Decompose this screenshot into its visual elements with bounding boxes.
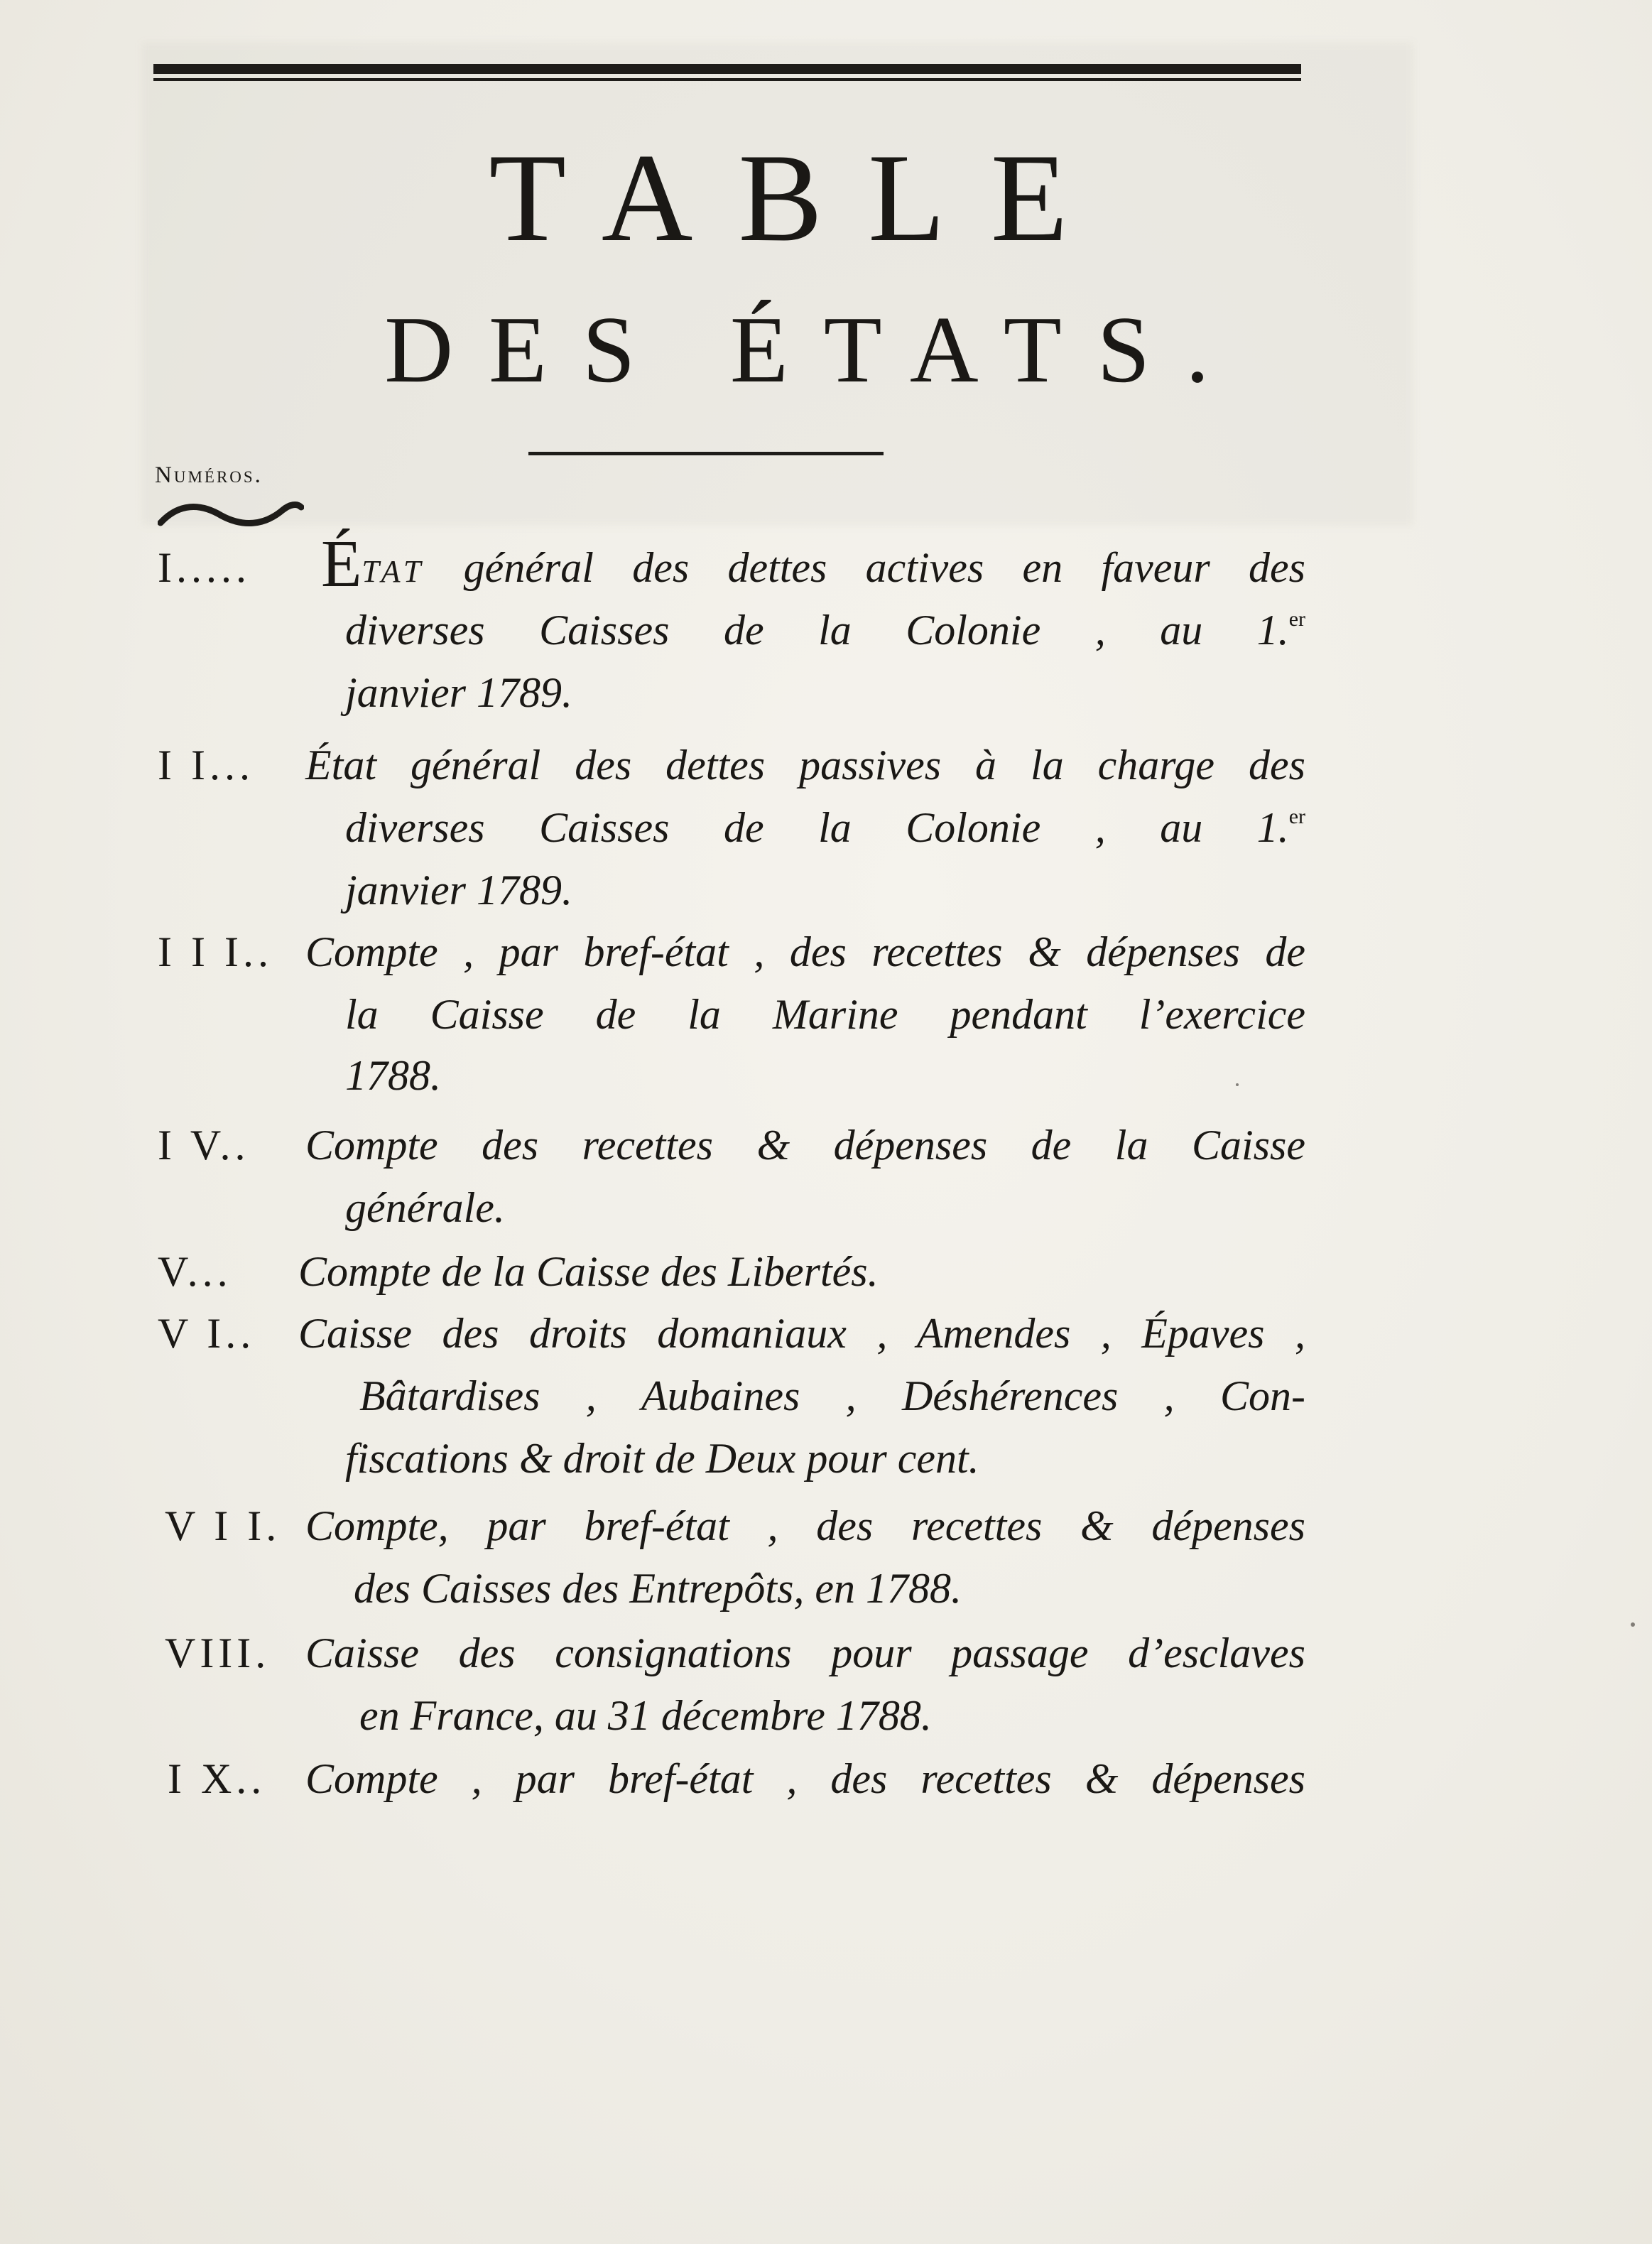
drop-capital: É bbox=[321, 527, 362, 601]
paper-speck bbox=[1631, 1622, 1635, 1627]
entry-line: 1788. bbox=[345, 1052, 441, 1099]
entry-line bbox=[345, 803, 1305, 852]
entry-number: I I... bbox=[158, 742, 254, 788]
entry-line: État général des dettes passives à la charge des bbox=[305, 742, 1305, 788]
entry-line: la Caisse de la Marine pendant l’exercice bbox=[345, 991, 1305, 1038]
title-line-1: TABLE bbox=[489, 127, 1114, 268]
small-caps-word: TAT bbox=[362, 554, 425, 589]
entry-line: Compte de la Caisse des Libertés. bbox=[298, 1248, 879, 1295]
entry-text: général des dettes actives en faveur des bbox=[425, 544, 1305, 591]
entry-number: V... bbox=[158, 1248, 232, 1295]
entry-number: I I I.. bbox=[158, 928, 273, 975]
entry-line: Caisse des droits domaniaux , Amendes , Épaves , bbox=[298, 1310, 1305, 1357]
paper-speck bbox=[1236, 1083, 1239, 1086]
column-label-numeros: Numéros. bbox=[155, 462, 263, 488]
entry-number: I X.. bbox=[168, 1755, 266, 1802]
entry-number: I V.. bbox=[158, 1122, 250, 1169]
title-line-2: DES ÉTATS. bbox=[384, 297, 1245, 402]
entry-line: Compte , par bref-état , des recettes & dépenses bbox=[305, 1755, 1305, 1802]
entry-line: générale. bbox=[345, 1184, 505, 1231]
superscript: er bbox=[1288, 805, 1305, 828]
superscript: er bbox=[1288, 607, 1305, 631]
entry-number: VIII. bbox=[165, 1630, 271, 1676]
entry-line: en France, au 31 décembre 1788. bbox=[359, 1692, 932, 1739]
entry-line: Caisse des consignations pour passage d’esclaves bbox=[305, 1630, 1305, 1676]
entry-number: V I I. bbox=[165, 1502, 281, 1549]
entry-line: fiscations & droit de Deux pour cent. bbox=[345, 1435, 979, 1482]
entry-line: janvier 1789. bbox=[345, 867, 572, 914]
entry-line: Bâtardises , Aubaines , Déshérences , Con- bbox=[359, 1372, 1305, 1419]
entry-line: Compte , par bref-état , des recettes & dépenses de bbox=[305, 928, 1305, 975]
entry-text: diverses Caisses de la Colonie , au 1. bbox=[345, 804, 1289, 851]
entry-line bbox=[321, 527, 1305, 601]
entry-line: Compte, par bref-état , des recettes & dépenses bbox=[305, 1502, 1305, 1549]
entry-number: V I.. bbox=[158, 1310, 256, 1357]
entry-line: des Caisses des Entrepôts, en 1788. bbox=[354, 1565, 962, 1612]
entry-line: janvier 1789. bbox=[345, 669, 572, 716]
entry-line bbox=[345, 606, 1305, 655]
entry-line: Compte des recettes & dépenses de la Caisse bbox=[305, 1122, 1305, 1169]
entry-text: diverses Caisses de la Colonie , au 1. bbox=[345, 607, 1289, 654]
entry-number: I..... bbox=[158, 544, 251, 591]
